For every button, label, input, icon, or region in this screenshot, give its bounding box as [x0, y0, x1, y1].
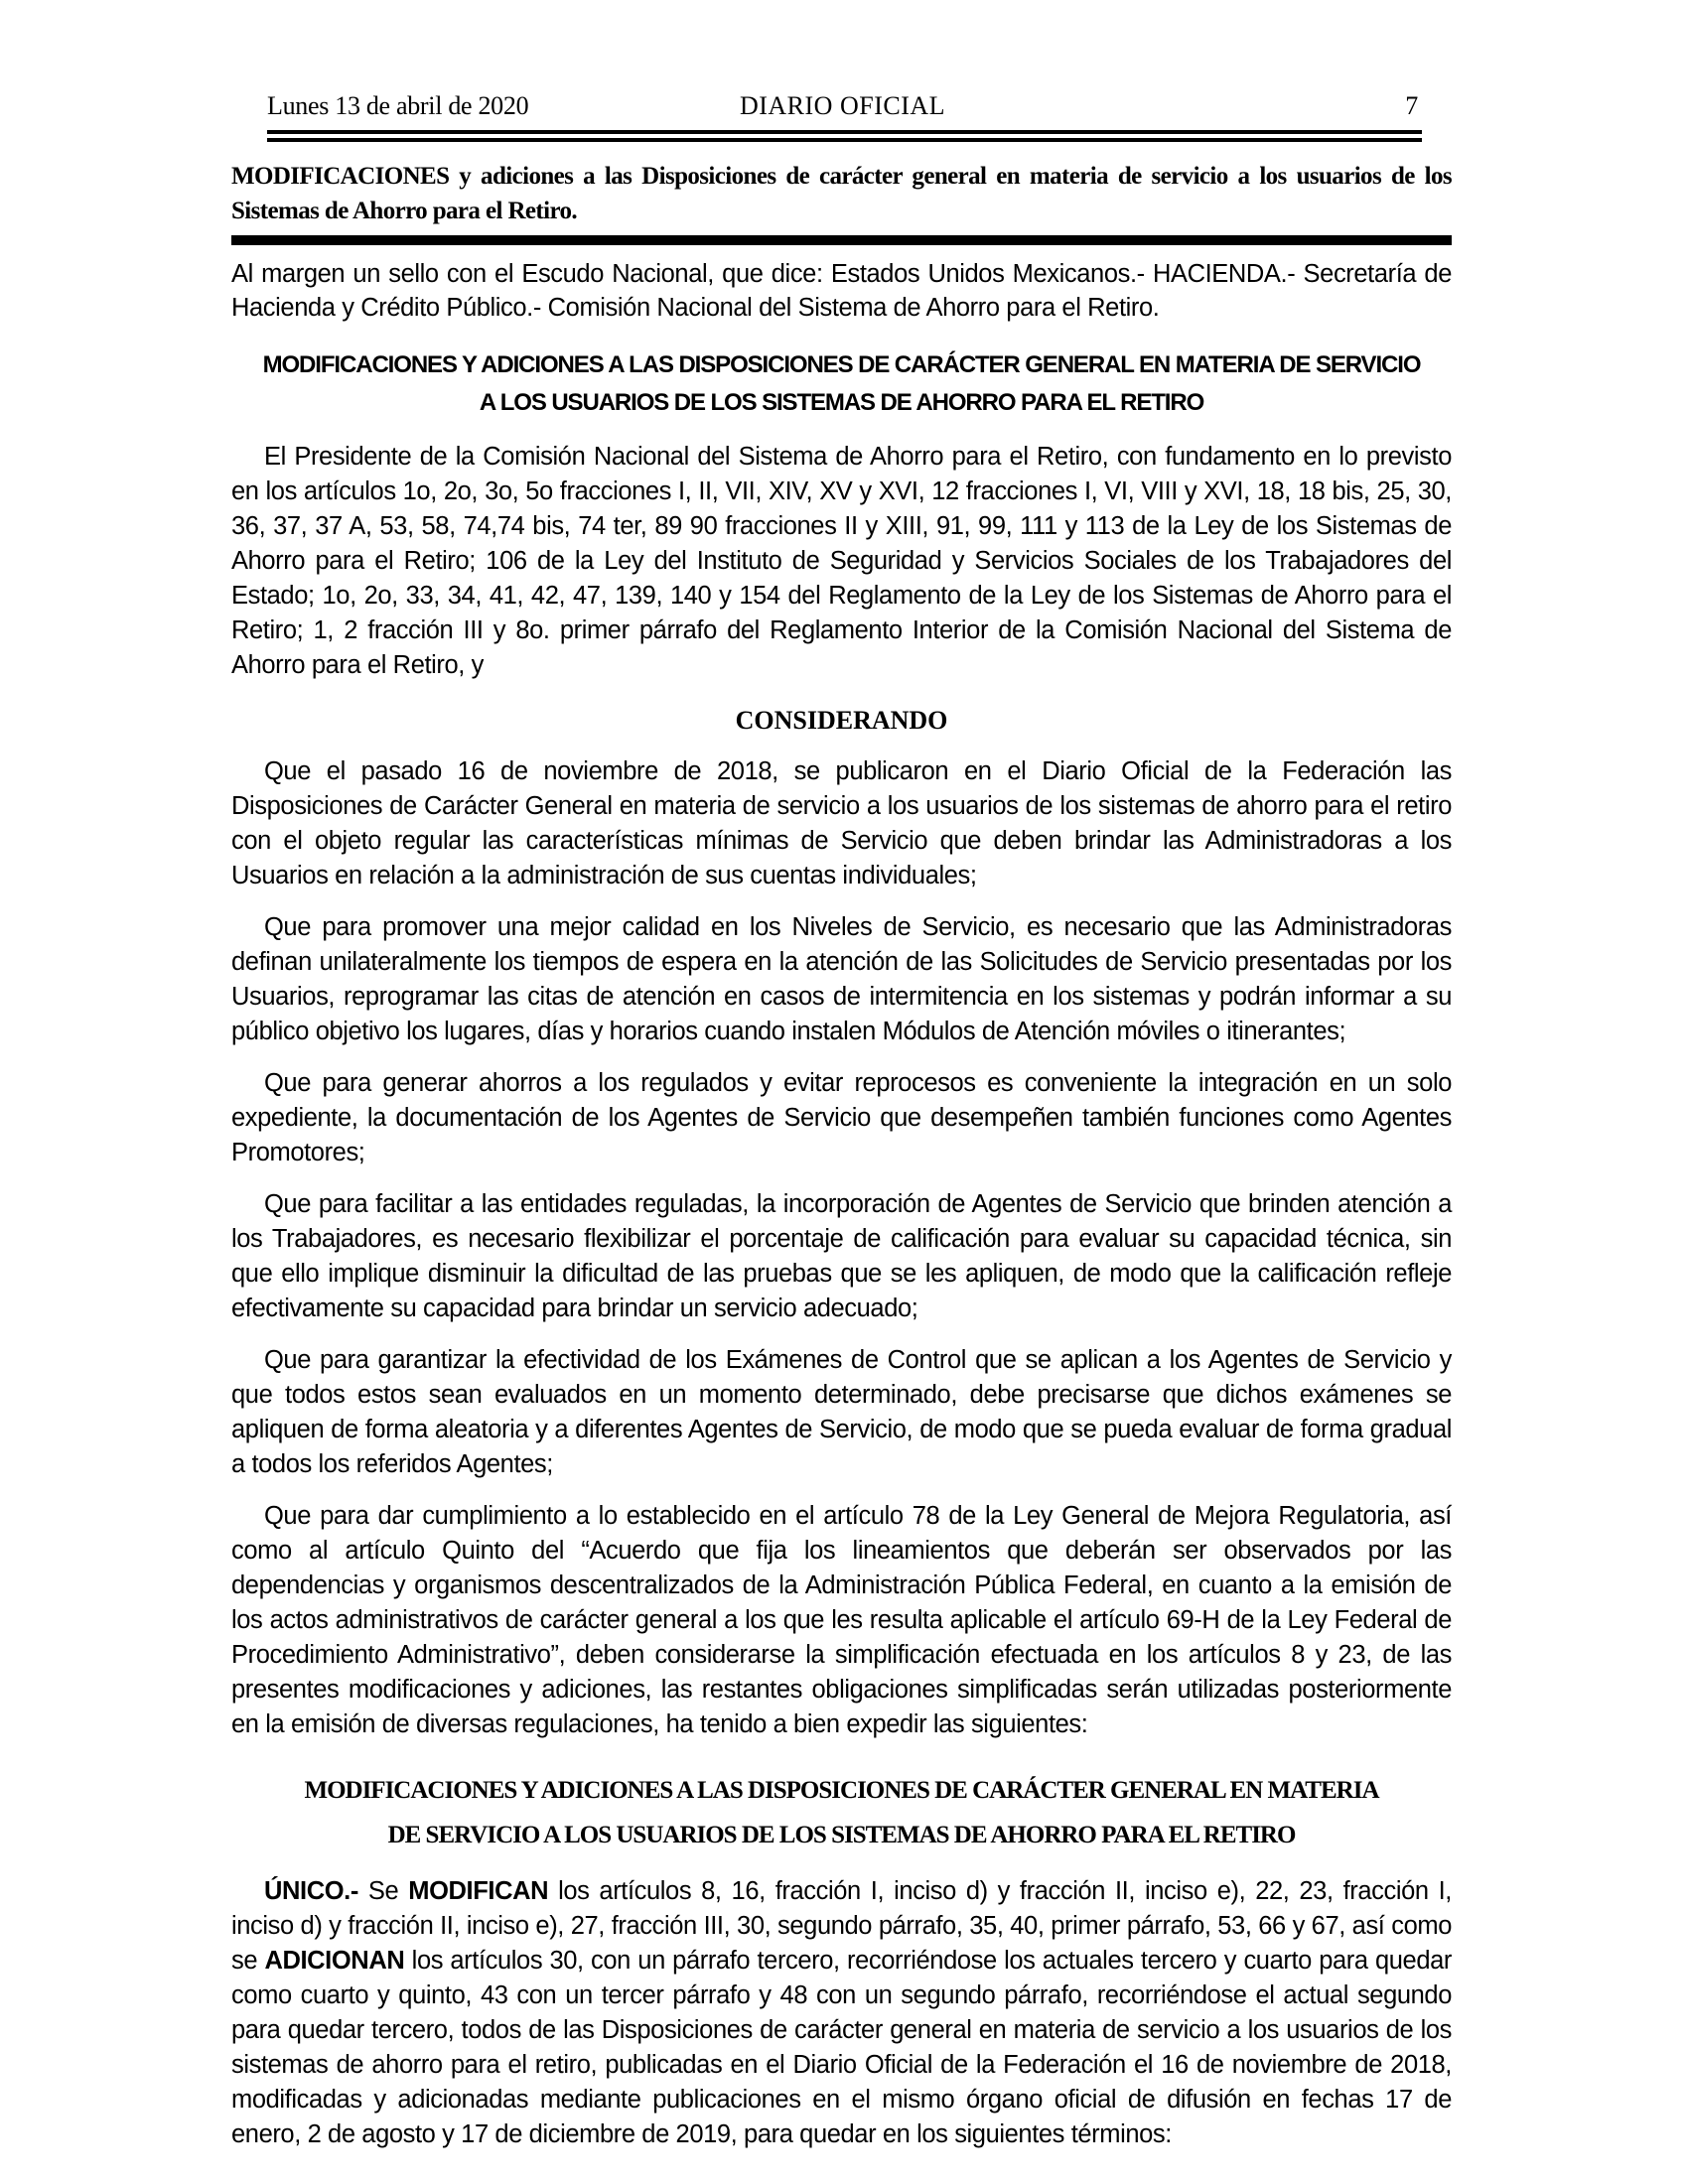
modifications-heading — [231, 1768, 1452, 1857]
header-journal-title: DIARIO OFICIAL — [739, 91, 946, 120]
consideration-paragraph-1: Que el pasado 16 de noviembre de 2018, se publicaron en el Diario Oficial de la Federación las Disposiciones de Carácter General en materia de servicio a los usuarios de los sistemas de ahorro para el retiro con el objeto regular las características mínimas de Servicio que deben brindar las Administradoras a los Usuarios en relación a la administración de sus cuentas individuales; — [231, 757, 1452, 889]
modifications-heading-line-2: DE SERVICIO A LOS USUARIOS DE LOS SISTEMAS DE AHORRO PARA EL RETIRO — [387, 1822, 1296, 1848]
decree-heading-line-1: MODIFICACIONES Y ADICIONES A LAS DISPOSICIONES DE CARÁCTER GENERAL EN MATERIA DE SERVICIO — [262, 351, 1421, 378]
document-title: MODIFICACIONES y adiciones a las Disposiciones de carácter general en materia de servicio a los usuarios de los Sistemas de Ahorro para el Retiro. — [231, 163, 1452, 224]
modifications-heading-line-1: MODIFICACIONES Y ADICIONES A LAS DISPOSICIONES DE CARÁCTER GENERAL EN MATERIA — [304, 1777, 1379, 1804]
consideration-paragraph-5: Que para garantizar la efectividad de los Exámenes de Control que se aplican a los Agentes de Servicio y que todos estos sean evaluados en un momento determinado, debe precisarse que dichos exámenes se apliquen de forma aleatoria y a diferentes Agentes de Servicio, de modo que se pueda evaluar de forma gradual a todos los referidos Agentes; — [231, 1346, 1452, 1478]
considerando-heading: CONSIDERANDO — [735, 706, 948, 735]
margin-note-paragraph: Al margen un sello con el Escudo Nacional, que dice: Estados Unidos Mexicanos.- HACIENDA.- Secretaría de Hacienda y Crédito Público.- Comisión Nacional del Sistema de Ahorro para el Retiro. — [231, 260, 1452, 322]
consideration-paragraph-6: Que para dar cumplimiento a lo establecido en el artículo 78 de la Ley General de Mejora Regulatoria, así como al artículo Quinto del “Acuerdo que fija los lineamientos que deberán ser observados por las dependencias y organismos descentralizados de la Administración Pública Federal, en cuanto a la emisión de los actos administrativos de carácter general a los que les resulta aplicable el artículo 69-H de la Ley Federal de Procedimiento Administrativo”, deben considerarse la simplificación efectuada en los artículos 8 y 23, de las presentes modificaciones y adiciones, las restantes obligaciones simplificadas serán utilizadas posteriormente en la emisión de diversas regulaciones, ha tenido a bien expedir las siguientes: — [231, 1502, 1452, 1738]
consideration-paragraph-4: Que para facilitar a las entidades reguladas, la incorporación de Agentes de Servicio que brinden atención a los Trabajadores, es necesario flexibilizar el porcentaje de calificación para evaluar su capacidad técnica, sin que ello implique disminuir la dificultad de las pruebas que se les apliquen, de modo que la calificación refleje efectivamente su capacidad para brindar un servicio adecuado; — [231, 1190, 1452, 1322]
preamble-paragraph: El Presidente de la Comisión Nacional del Sistema de Ahorro para el Retiro, con fundamento en lo previsto en los artículos 1o, 2o, 3o, 5o fracciones I, II, VII, XIV, XV y XVI, 12 fracciones I, VI, VIII y XVI, 18, 18 bis, 25, 30, 36, 37, 37 A, 53, 58, 74,74 bis, 74 ter, 89 90 fracciones II y XIII, 91, 99, 111 y 113 de la Ley de los Sistemas de Ahorro para el Retiro; 106 de la Ley del Instituto de Seguridad y Servicios Sociales de los Trabajadores del Estado; 1o, 2o, 33, 34, 41, 42, 47, 139, 140 y 154 del Reglamento de la Ley de los Sistemas de Ahorro para el Retiro; 1, 2 fracción III y 8o. primer párrafo del Reglamento Interior de la Comisión Nacional del Sistema de Ahorro para el Retiro, y — [231, 443, 1452, 679]
decree-heading-line-2: A LOS USUARIOS DE LOS SISTEMAS DE AHORRO PARA EL RETIRO — [479, 389, 1204, 416]
page-header — [231, 91, 1452, 121]
decree-heading — [231, 346, 1452, 422]
header-divider-rule — [267, 130, 1422, 142]
title-divider-rule — [231, 235, 1452, 245]
consideration-paragraph-2: Que para promover una mejor calidad en los Niveles de Servicio, es necesario que las Administradoras definan unilateralmente los tiempos de espera en la atención de las Solicitudes de Servicio presentadas por los Usuarios, reprogramar las citas de atención en casos de intermitencia en los sistemas y podrán informar a su público objetivo los lugares, días y horarios cuando instalen Módulos de Atención móviles o itinerantes; — [231, 913, 1452, 1045]
unico-paragraph: ÚNICO.- Se MODIFICAN los artículos 8, 16, fracción I, inciso d) y fracción II, inciso e), 22, 23, fracción I, inciso d) y fracción II, inciso e), 27, fracción III, 30, segundo párrafo, 35, 40, primer párrafo, 53, 66 y 67, así como se ADICIONAN los artículos 30, con un párrafo tercero, recorriéndose los actuales tercero y cuarto para quedar como cuarto y quinto, 43 con un tercer párrafo y 48 con un segundo párrafo, recorriéndose el actual segundo para quedar tercero, todos de las Disposiciones de carácter general en materia de servicio a los usuarios de los sistemas de ahorro para el retiro, publicadas en el Diario Oficial de la Federación el 16 de noviembre de 2018, modificadas y adicionadas mediante publicaciones en el mismo órgano oficial de difusión en fechas 17 de enero, 2 de agosto y 17 de diciembre de 2019, para quedar en los siguientes términos: — [231, 1877, 1452, 2148]
header-page-number: 7 — [1405, 91, 1418, 120]
header-date: Lunes 13 de abril de 2020 — [267, 91, 529, 120]
consideration-paragraph-3: Que para generar ahorros a los regulados y evitar reprocesos es conveniente la integración en un solo expediente, la documentación de los Agentes de Servicio que desempeñen también funciones como Agentes Promotores; — [231, 1069, 1452, 1166]
